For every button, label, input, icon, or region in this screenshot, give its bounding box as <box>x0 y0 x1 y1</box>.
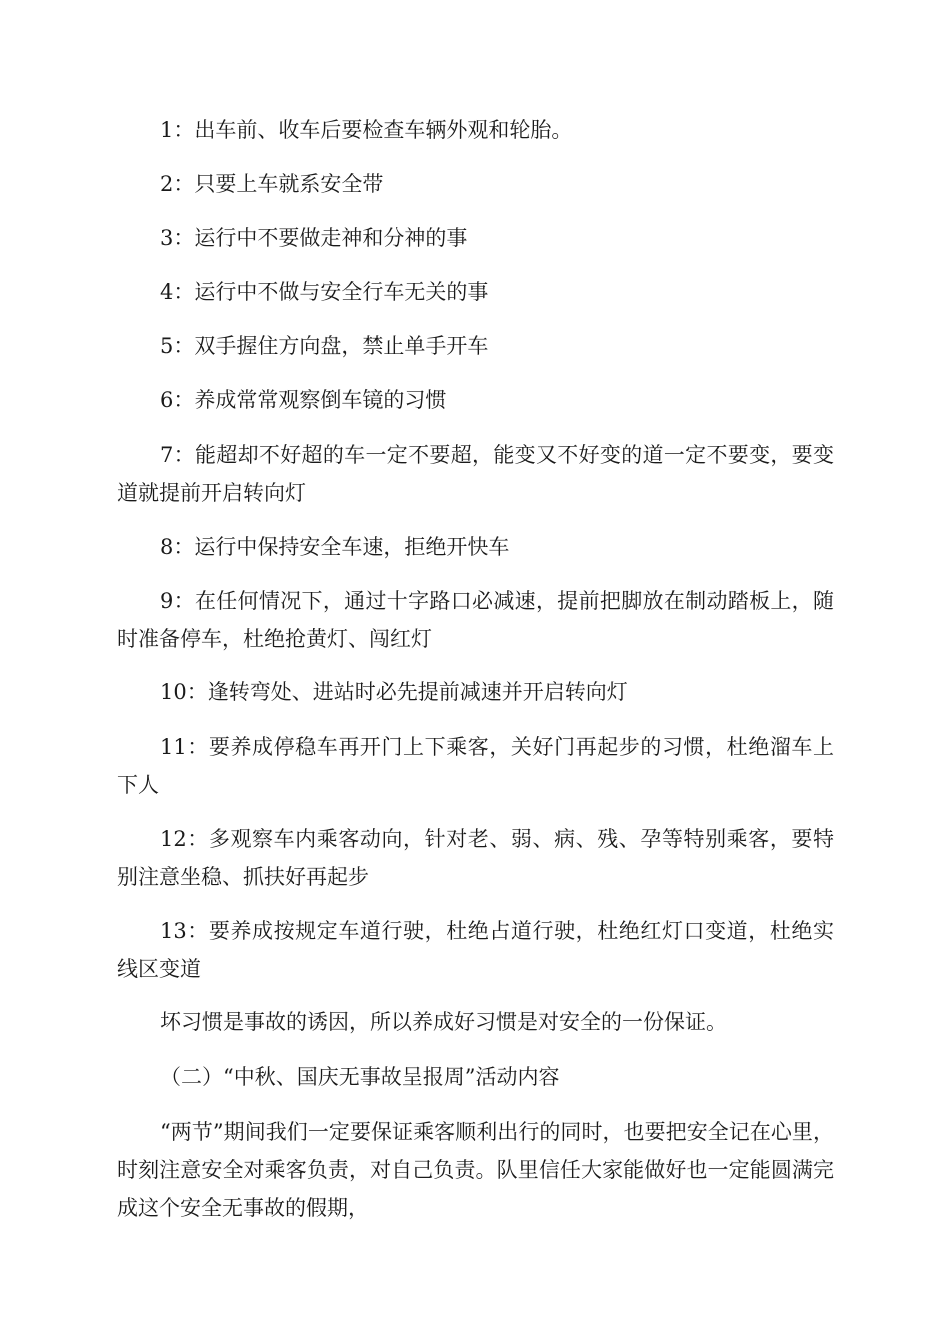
paragraph-rule-10: 10：逢转弯处、进站时必先提前减速并开启转向灯 <box>160 680 628 704</box>
section-heading: （二）“中秋、国庆无事故呈报周”活动内容 <box>160 1065 560 1089</box>
paragraph-rule-8: 8：运行中保持安全车速，拒绝开快车 <box>160 535 510 559</box>
paragraph-rule-11: 11：要养成停稳车再开门上下乘客，关好门再起步的习惯，杜绝溜车上下人 <box>117 735 834 797</box>
paragraph-rule-13: 13：要养成按规定车道行驶，杜绝占道行驶，杜绝红灯口变道，杜绝实线区变道 <box>117 919 834 981</box>
paragraph-summary: 坏习惯是事故的诱因，所以养成好习惯是对安全的一份保证。 <box>160 1010 727 1034</box>
paragraph-rule-5: 5：双手握住方向盘，禁止单手开车 <box>160 334 489 358</box>
paragraph-rule-6: 6：养成常常观察倒车镜的习惯 <box>160 388 447 412</box>
paragraph-rule-9: 9：在任何情况下，通过十字路口必减速，提前把脚放在制动踏板上，随时准备停车，杜绝抢黄灯、闯红灯 <box>117 589 834 651</box>
paragraph-holiday-notice: “两节”期间我们一定要保证乘客顺利出行的同时，也要把安全记在心里，时刻注意安全对乘客负责，对自己负责。队里信任大家能做好也一定能圆满完成这个安全无事故的假期， <box>117 1120 834 1220</box>
paragraph-rule-12: 12：多观察车内乘客动向，针对老、弱、病、残、孕等特别乘客，要特别注意坐稳、抓扶好再起步 <box>117 827 834 889</box>
paragraph-rule-3: 3：运行中不要做走神和分神的事 <box>160 226 468 250</box>
paragraph-rule-1: 1：出车前、收车后要检查车辆外观和轮胎。 <box>160 118 573 142</box>
paragraph-rule-2: 2：只要上车就系安全带 <box>160 172 384 196</box>
paragraph-rule-4: 4：运行中不做与安全行车无关的事 <box>160 280 489 304</box>
paragraph-rule-7: 7：能超却不好超的车一定不要超，能变又不好变的道一定不要变，要变道就提前开启转向灯 <box>117 443 834 505</box>
